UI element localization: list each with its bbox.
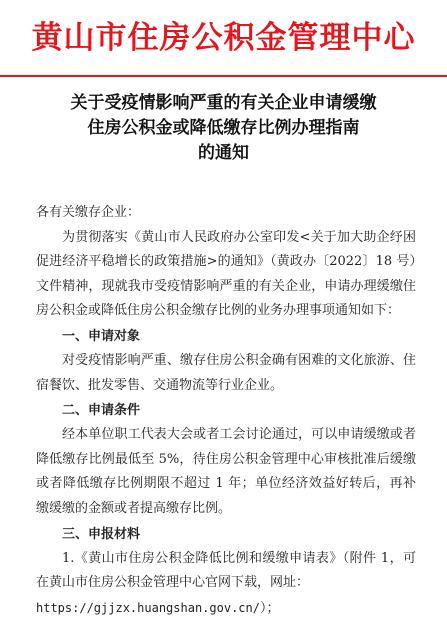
section-heading-materials: 三、申报材料 xyxy=(62,526,141,542)
section-heading-applicants: 一、申请对象 xyxy=(62,328,141,344)
section-text-conditions: 经本单位职工代表大会或者工会讨论通过，可以申请缓缴或者降低缴存比例最低至 5%，待住房公积金管理中心审核批准后缓缴或者降低缴存比例期限不超过 1 年；单位经济效益好转后，再补缴缓缴的金额或者提高缴存比例。 xyxy=(36,427,416,516)
section-text-materials xyxy=(36,547,416,596)
website-link[interactable]: https://gjjzx.huangshan.gov.cn/ xyxy=(36,600,260,615)
url-tail: ）； xyxy=(259,600,280,616)
notice-title xyxy=(18,91,429,166)
notice-title-line: 住房公积金或降低缴存比例办理指南 xyxy=(87,118,360,138)
notice-body xyxy=(36,201,416,621)
materials-item-1: 1.《黄山市住房公积金降低比例和缓缴申请表》（附件 1，可在黄山市住房公积金管理中心官网下载，网址： xyxy=(36,550,416,591)
salutation: 各有关缴存企业： xyxy=(36,205,141,220)
intro-paragraph: 为贯彻落实《黄山市人民政府办公室印发<关于加大助企纾困促进经济平稳增长的政策措施>的通知》（黄政办〔2022〕18 号）文件精神，现就我市受疫情影响严重的有关企业，申请办理缓缴住房公积金或降低住房公积金缴存比例的业务办理事项通知如下： xyxy=(36,229,416,319)
section-heading-conditions: 二、申请条件 xyxy=(62,403,141,419)
url-line xyxy=(36,596,416,622)
notice-title-line: 关于受疫情影响严重的有关企业申请缓缴 xyxy=(70,93,377,113)
notice-title-line: 的通知 xyxy=(198,143,249,163)
org-name-header: 黄山市住房公积金管理中心 xyxy=(31,20,416,56)
section-text-applicants: 对受疫情影响严重、缴存住房公积金确有困难的文化旅游、住宿餐饮、批发零售、交通物流等行业企业。 xyxy=(36,352,416,393)
red-divider-line xyxy=(0,75,447,77)
